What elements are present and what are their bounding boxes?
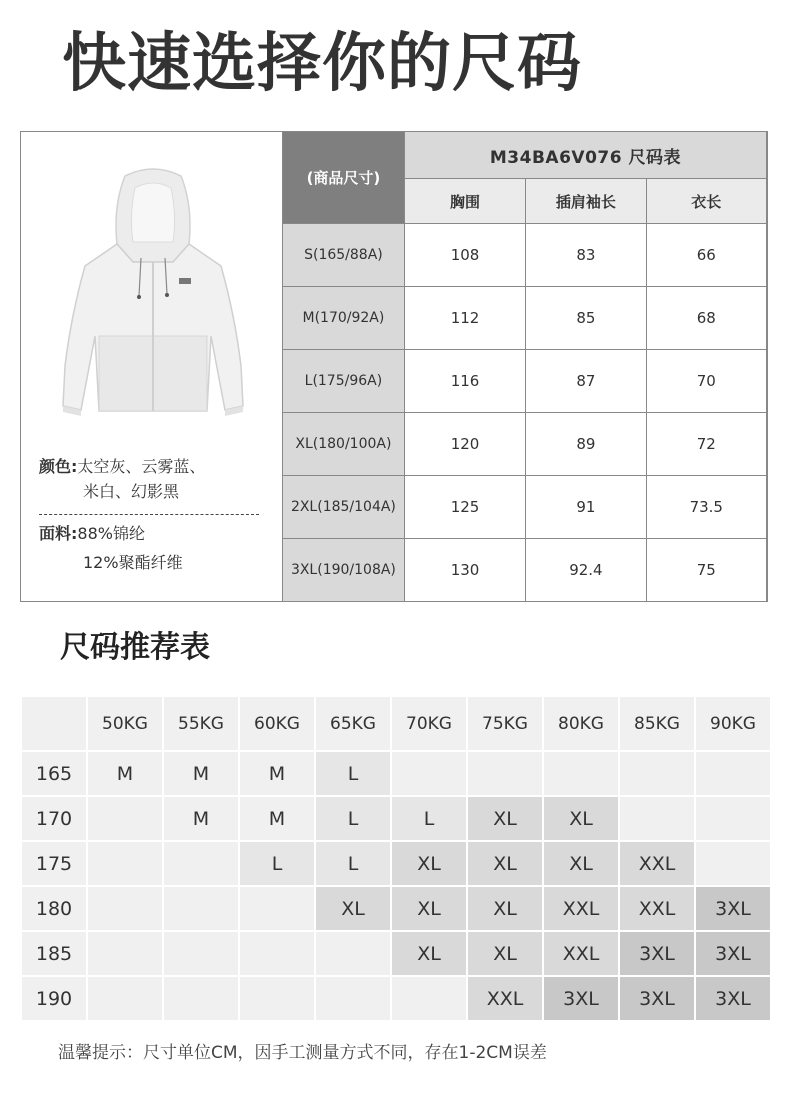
size-cell: XL — [392, 887, 466, 930]
size-label: 2XL(185/104A) — [283, 476, 405, 539]
cell-sleeve: 85 — [526, 287, 646, 350]
size-cell: 3XL — [696, 977, 770, 1020]
size-cell: XL — [468, 797, 542, 840]
table-row — [283, 224, 767, 287]
size-cell — [392, 977, 466, 1020]
size-cell: 3XL — [696, 932, 770, 975]
size-table-corner: (商品尺寸) — [283, 132, 405, 224]
table-row — [283, 476, 767, 539]
product-info — [39, 454, 279, 575]
size-cell — [696, 797, 770, 840]
size-cell: 3XL — [620, 932, 694, 975]
height-header: 190 — [22, 977, 86, 1020]
product-panel — [21, 132, 282, 601]
size-cell: XL — [544, 797, 618, 840]
fabric-value-2: 12%聚酯纤维 — [83, 553, 183, 572]
weight-header: 65KG — [316, 697, 390, 750]
cell-sleeve: 89 — [526, 413, 646, 476]
size-cell — [696, 842, 770, 885]
size-cell — [316, 977, 390, 1020]
size-cell: 3XL — [544, 977, 618, 1020]
size-table-model: M34BA6V076 尺码表 — [404, 132, 766, 179]
column-header: 插肩袖长 — [526, 179, 646, 224]
fabric-label: 面料: — [39, 524, 78, 543]
size-cell — [88, 842, 162, 885]
size-label: 3XL(190/108A) — [283, 539, 405, 602]
size-cell — [240, 977, 314, 1020]
jacket-image — [55, 166, 251, 416]
size-cell: M — [240, 752, 314, 795]
cell-chest: 112 — [404, 287, 525, 350]
cell-sleeve: 91 — [526, 476, 646, 539]
size-cell — [240, 932, 314, 975]
weight-header: 50KG — [88, 697, 162, 750]
size-cell — [620, 752, 694, 795]
size-cell — [88, 887, 162, 930]
size-cell: 3XL — [696, 887, 770, 930]
cell-sleeve: 87 — [526, 350, 646, 413]
size-cell — [88, 797, 162, 840]
size-table — [282, 131, 767, 602]
cell-chest: 130 — [404, 539, 525, 602]
cell-length: 68 — [646, 287, 766, 350]
size-cell — [240, 887, 314, 930]
cell-chest: 116 — [404, 350, 525, 413]
height-header: 185 — [22, 932, 86, 975]
size-cell — [88, 932, 162, 975]
weight-header: 55KG — [164, 697, 238, 750]
weight-header: 75KG — [468, 697, 542, 750]
weight-header: 90KG — [696, 697, 770, 750]
size-cell — [620, 797, 694, 840]
grid-corner — [22, 697, 86, 750]
size-label: L(175/96A) — [283, 350, 405, 413]
cell-length: 75 — [646, 539, 766, 602]
column-header: 胸围 — [404, 179, 525, 224]
size-label: S(165/88A) — [283, 224, 405, 287]
cell-length: 72 — [646, 413, 766, 476]
size-cell — [88, 977, 162, 1020]
color-value: 太空灰、云雾蓝、 — [77, 457, 206, 476]
size-cell: M — [164, 797, 238, 840]
size-cell — [696, 752, 770, 795]
height-header: 165 — [22, 752, 86, 795]
size-cell: 3XL — [620, 977, 694, 1020]
color-label: 颜色: — [39, 457, 78, 476]
table-row — [283, 287, 767, 350]
cell-chest: 120 — [404, 413, 525, 476]
size-cell — [544, 752, 618, 795]
size-cell: M — [88, 752, 162, 795]
weight-header: 60KG — [240, 697, 314, 750]
size-cell — [164, 932, 238, 975]
size-cell: XXL — [468, 977, 542, 1020]
size-cell: L — [316, 797, 390, 840]
size-cell: L — [316, 752, 390, 795]
cell-sleeve: 92.4 — [526, 539, 646, 602]
cell-length: 66 — [646, 224, 766, 287]
size-cell: L — [316, 842, 390, 885]
size-cell: XL — [392, 932, 466, 975]
weight-header: 80KG — [544, 697, 618, 750]
size-cell — [164, 887, 238, 930]
size-cell: XXL — [620, 887, 694, 930]
height-header: 175 — [22, 842, 86, 885]
size-cell: XL — [392, 842, 466, 885]
cell-length: 73.5 — [646, 476, 766, 539]
size-cell — [164, 842, 238, 885]
size-cell: XL — [468, 887, 542, 930]
size-cell — [392, 752, 466, 795]
size-chart — [20, 131, 768, 602]
divider — [39, 514, 259, 515]
height-header: 180 — [22, 887, 86, 930]
size-cell: XL — [468, 932, 542, 975]
size-cell: L — [240, 842, 314, 885]
page-title: 快速选择你的尺码 — [62, 27, 582, 101]
cell-sleeve: 83 — [526, 224, 646, 287]
size-cell: M — [240, 797, 314, 840]
cell-chest: 108 — [404, 224, 525, 287]
weight-header: 70KG — [392, 697, 466, 750]
column-header: 衣长 — [646, 179, 766, 224]
table-row — [283, 539, 767, 602]
size-cell — [316, 932, 390, 975]
size-cell: XL — [544, 842, 618, 885]
recommendation-title: 尺码推荐表 — [60, 630, 210, 665]
size-cell — [468, 752, 542, 795]
cell-chest: 125 — [404, 476, 525, 539]
size-cell: XXL — [544, 932, 618, 975]
measurement-note: 温馨提示：尺寸单位CM，因手工测量方式不同，存在1-2CM误差 — [58, 1043, 547, 1063]
size-label: XL(180/100A) — [283, 413, 405, 476]
table-row — [283, 413, 767, 476]
weight-header: 85KG — [620, 697, 694, 750]
size-cell: L — [392, 797, 466, 840]
fabric-value: 88%锦纶 — [77, 524, 145, 543]
recommendation-table — [22, 697, 770, 1020]
height-header: 170 — [22, 797, 86, 840]
table-row — [283, 350, 767, 413]
cell-length: 70 — [646, 350, 766, 413]
size-cell — [164, 977, 238, 1020]
size-cell: XL — [316, 887, 390, 930]
size-cell: XL — [468, 842, 542, 885]
size-label: M(170/92A) — [283, 287, 405, 350]
size-cell: M — [164, 752, 238, 795]
size-cell: XXL — [620, 842, 694, 885]
size-cell: XXL — [544, 887, 618, 930]
color-value-2: 米白、幻影黑 — [83, 482, 180, 501]
